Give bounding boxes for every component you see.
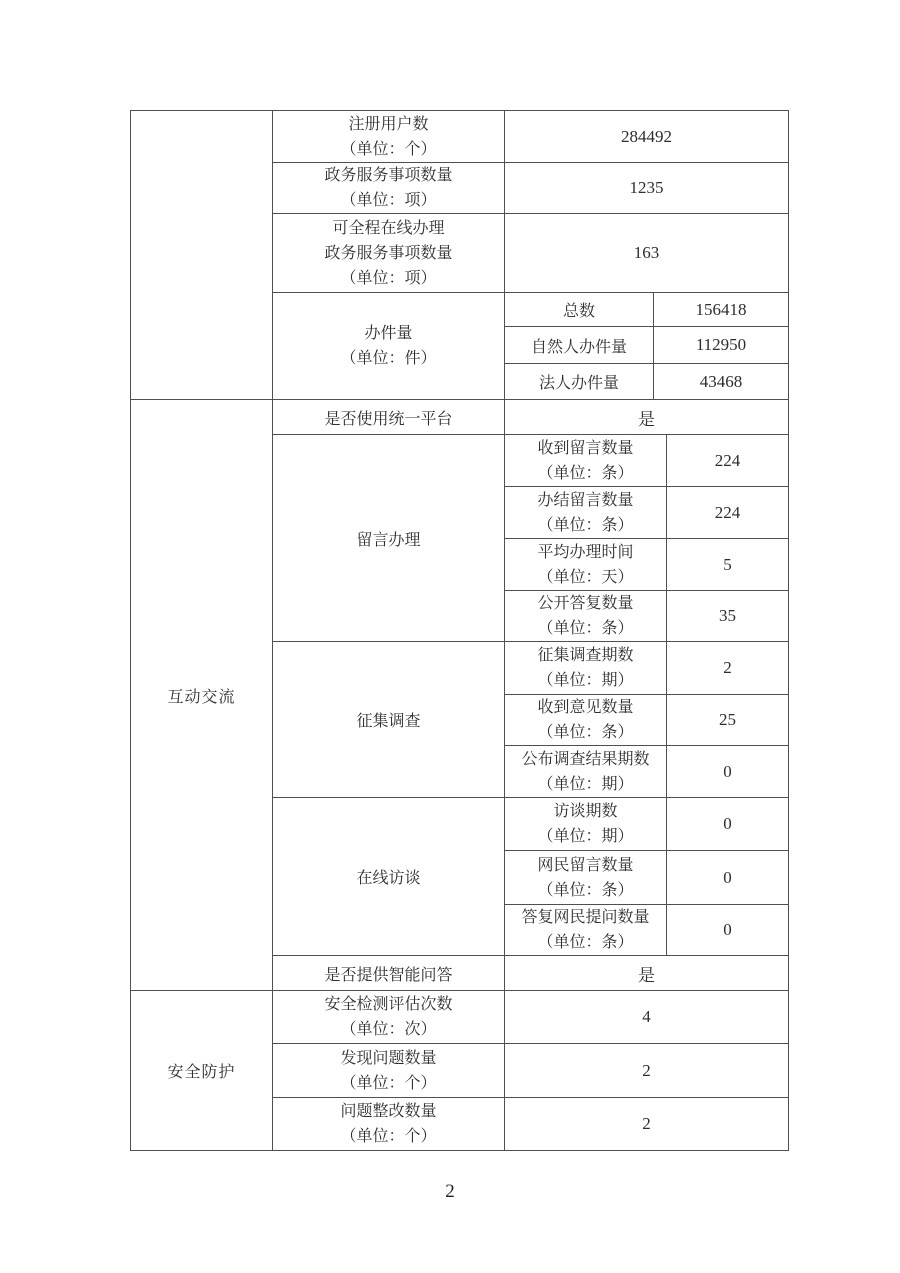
case-legal-label: 法人办件量 xyxy=(505,364,654,400)
survey-results-label-cell xyxy=(505,746,667,798)
smart-qa-value: 是 xyxy=(505,956,789,991)
interview-replies-label-cell xyxy=(505,905,667,956)
case-legal-value: 43468 xyxy=(654,364,789,400)
problems-fixed-value: 2 xyxy=(505,1098,789,1151)
survey-results-unit: （单位：期） xyxy=(537,775,634,793)
case-volume-label: 办件量 xyxy=(364,325,413,342)
msg-completed-value: 224 xyxy=(667,487,789,539)
category-cell-empty xyxy=(131,111,273,400)
problems-fixed-unit: （单位：个） xyxy=(340,1128,437,1145)
survey-periods-label-cell xyxy=(505,642,667,695)
survey-results-value: 0 xyxy=(667,746,789,798)
statistics-table xyxy=(130,110,789,1151)
interview-messages-unit: （单位：条） xyxy=(537,881,634,899)
case-natural-label: 自然人办件量 xyxy=(505,327,654,364)
msg-completed-label-cell xyxy=(505,487,667,539)
survey-periods-label: 征集调查期数 xyxy=(537,647,634,664)
table-row xyxy=(131,111,789,163)
full-online-items-line1: 可全程在线办理 xyxy=(332,219,445,237)
msg-avg-time-label: 平均办理时间 xyxy=(537,543,634,561)
survey-opinions-unit: （单位：条） xyxy=(537,724,634,741)
interview-label: 在线访谈 xyxy=(273,798,505,956)
msg-avg-time-unit: （单位：天） xyxy=(537,568,634,586)
msg-public-reply-unit: （单位：条） xyxy=(537,620,634,637)
full-online-items-line2: 政务服务事项数量 xyxy=(324,244,453,262)
msg-public-reply-value: 35 xyxy=(667,591,789,642)
page-number: 2 xyxy=(445,1181,455,1202)
msg-avg-time-label-cell xyxy=(505,539,667,591)
interview-messages-label: 网民留言数量 xyxy=(537,856,634,874)
interview-replies-value: 0 xyxy=(667,905,789,956)
interview-periods-unit: （单位：期） xyxy=(537,828,634,845)
assessments-label: 安全检测评估次数 xyxy=(324,996,453,1013)
unified-platform-label: 是否使用统一平台 xyxy=(273,400,505,435)
interview-periods-label-cell xyxy=(505,798,667,851)
interview-messages-label-cell xyxy=(505,851,667,905)
survey-periods-value: 2 xyxy=(667,642,789,695)
full-online-items-unit: （单位：项） xyxy=(340,269,437,287)
case-volume-unit: （单位：件） xyxy=(340,350,437,367)
case-volume-label-cell xyxy=(273,293,505,400)
full-online-items-label-cell xyxy=(273,214,505,293)
registered-users-label: 注册用户数 xyxy=(348,115,429,133)
survey-results-label: 公布调查结果期数 xyxy=(521,750,650,768)
category-cell-security: 安全防护 xyxy=(131,991,273,1151)
msg-received-unit: （单位：条） xyxy=(537,464,634,482)
msg-received-label: 收到留言数量 xyxy=(537,439,634,457)
table-row xyxy=(131,991,789,1044)
msg-avg-time-value: 5 xyxy=(667,539,789,591)
case-total-value: 156418 xyxy=(654,293,789,327)
interview-periods-value: 0 xyxy=(667,798,789,851)
msg-public-reply-label: 公开答复数量 xyxy=(537,595,634,612)
problems-found-label: 发现问题数量 xyxy=(340,1049,437,1067)
service-items-label-cell xyxy=(273,163,505,214)
assessments-unit: （单位：次） xyxy=(340,1021,437,1038)
msg-completed-label: 办结留言数量 xyxy=(537,491,634,509)
msg-received-value: 224 xyxy=(667,435,789,487)
assessments-value: 4 xyxy=(505,991,789,1044)
service-items-value: 1235 xyxy=(505,163,789,214)
problems-fixed-label: 问题整改数量 xyxy=(340,1103,437,1120)
interview-replies-unit: （单位：条） xyxy=(537,934,634,951)
registered-users-value: 284492 xyxy=(505,111,789,163)
survey-opinions-label-cell xyxy=(505,695,667,746)
survey-opinions-label: 收到意见数量 xyxy=(537,699,634,716)
service-items-unit: （单位：项） xyxy=(340,192,437,209)
msg-received-label-cell xyxy=(505,435,667,487)
service-items-label: 政务服务事项数量 xyxy=(324,167,453,184)
msg-public-reply-label-cell xyxy=(505,591,667,642)
smart-qa-label: 是否提供智能问答 xyxy=(273,956,505,991)
interview-periods-label: 访谈期数 xyxy=(553,803,618,820)
problems-found-value: 2 xyxy=(505,1044,789,1098)
problems-fixed-label-cell xyxy=(273,1098,505,1151)
unified-platform-value: 是 xyxy=(505,400,789,435)
survey-label: 征集调查 xyxy=(273,642,505,798)
problems-found-unit: （单位：个） xyxy=(340,1074,437,1092)
survey-opinions-value: 25 xyxy=(667,695,789,746)
table-row xyxy=(131,400,789,435)
case-total-label: 总数 xyxy=(505,293,654,327)
registered-users-label-cell xyxy=(273,111,505,163)
category-cell-interaction: 互动交流 xyxy=(131,400,273,991)
problems-found-label-cell xyxy=(273,1044,505,1098)
interview-messages-value: 0 xyxy=(667,851,789,905)
case-natural-value: 112950 xyxy=(654,327,789,364)
survey-periods-unit: （单位：期） xyxy=(537,672,634,689)
interview-replies-label: 答复网民提问数量 xyxy=(521,909,650,926)
message-handling-label: 留言办理 xyxy=(273,435,505,642)
assessments-label-cell xyxy=(273,991,505,1044)
msg-completed-unit: （单位：条） xyxy=(537,516,634,534)
registered-users-unit: （单位：个） xyxy=(340,140,437,158)
full-online-items-value: 163 xyxy=(505,214,789,293)
